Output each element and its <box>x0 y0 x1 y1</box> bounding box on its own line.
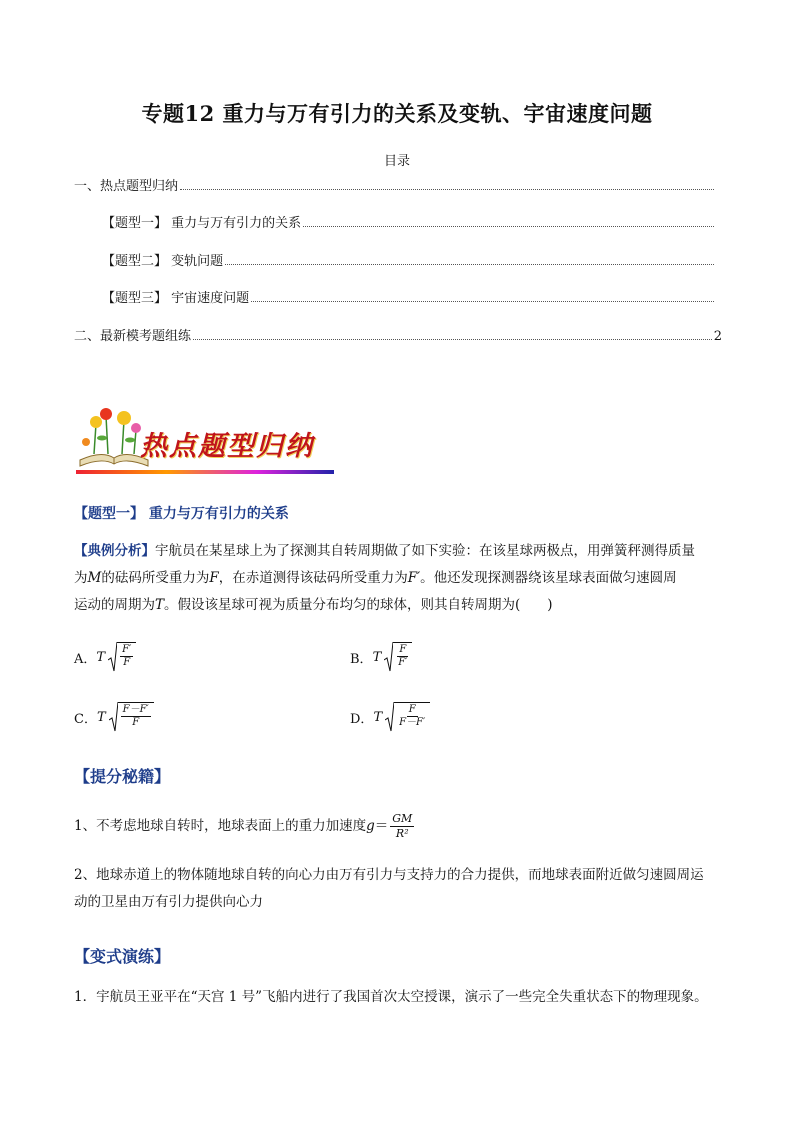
practice-item: 1．宇航员王亚平在“天宫 1 号”飞船内进行了我国首次太空授课，演示了一些完全失重状态下的物理现象。 <box>74 989 708 1005</box>
var-g: g <box>366 818 375 834</box>
var-T: T <box>373 709 383 725</box>
toc-label: 【题型一】 重力与万有引力的关系 <box>102 216 302 231</box>
var-F: F <box>209 570 219 586</box>
equals-sign: ＝ <box>374 818 389 834</box>
sqrt-expression <box>385 702 430 732</box>
option-c[interactable] <box>74 702 154 732</box>
fraction <box>117 642 136 672</box>
toc-leader <box>193 338 712 340</box>
tip-item-2 <box>74 862 734 916</box>
tip-text: 1、不考虑地球自转时，地球表面上的重力加速度 <box>74 818 367 834</box>
tip-text: 2、地球赤道上的物体随地球自转的向心力由万有引力与支持力的合力提供，而地球表面附近做匀速圆周运 <box>74 867 704 883</box>
toc-leader <box>251 300 714 302</box>
radical-sign <box>384 642 393 672</box>
var-T: T <box>96 649 106 665</box>
var-T: T <box>155 597 165 613</box>
toc-page: 2 <box>713 329 722 344</box>
sqrt-expression <box>384 642 412 672</box>
toc-row[interactable] <box>102 212 722 230</box>
banner-underline <box>76 470 334 474</box>
example-line <box>74 565 734 592</box>
numerator: F <box>399 644 407 655</box>
tip-text: 动的卫星由万有引力提供向心力 <box>74 894 263 910</box>
example-text: 。假设该星球可视为质量分布均匀的球体，则其自转周期为( ) <box>164 597 553 613</box>
denominator: F <box>123 657 131 668</box>
toc-row[interactable] <box>74 175 722 193</box>
example-text: 。他还发现探测器绕该星球表面做匀速圆周 <box>420 570 677 586</box>
toc-label: 【题型二】 变轨问题 <box>102 254 224 269</box>
toc-leader <box>225 263 714 265</box>
tips-heading: 【提分秘籍】 <box>74 767 171 786</box>
fraction <box>393 642 412 672</box>
option-b[interactable] <box>350 642 412 672</box>
denominator: R² <box>395 827 409 840</box>
toc-row[interactable] <box>102 287 722 305</box>
numerator: F′ <box>122 644 132 655</box>
option-label: A． <box>74 651 97 667</box>
fraction <box>118 702 154 732</box>
var-T: T <box>96 709 106 725</box>
practice-heading: 【变式演练】 <box>74 947 171 966</box>
sqrt-expression <box>109 702 154 732</box>
toc-label: 二、最新模考题组练 <box>74 329 192 344</box>
var-F-prime: F′ <box>407 570 421 586</box>
toc-leader <box>180 188 714 190</box>
example-tag: 【典例分析】 <box>74 543 155 559</box>
banner-title: 热点题型归纳 <box>140 431 314 462</box>
toc-heading: 目录 <box>383 154 410 169</box>
radical-sign <box>109 702 118 732</box>
fraction <box>394 702 430 732</box>
radical-sign <box>385 702 394 732</box>
option-d[interactable] <box>350 702 430 732</box>
example-text: 宇航员在某星球上为了探测其自转周期做了如下实验：在该星球两极点，用弹簧秤测得质量 <box>155 543 695 559</box>
example-text: 的砝码所受重力为 <box>101 570 210 586</box>
example-line <box>74 592 734 619</box>
option-label: B． <box>350 651 373 667</box>
denominator: F－F′ <box>399 717 426 728</box>
numerator: F <box>408 704 416 715</box>
toc-row[interactable] <box>102 250 722 268</box>
toc-leader <box>303 225 714 227</box>
var-T: T <box>372 649 382 665</box>
numerator: GM <box>392 812 413 825</box>
radical-sign <box>108 642 117 672</box>
toc-label: 一、热点题型归纳 <box>74 179 179 194</box>
sqrt-expression <box>108 642 136 672</box>
option-a[interactable] <box>74 642 136 672</box>
toc-label: 【题型三】 宇宙速度问题 <box>102 291 250 306</box>
example-line <box>74 538 734 565</box>
example-text: 为 <box>74 570 88 586</box>
example-text: 运动的周期为 <box>74 597 155 613</box>
numerator: F－F′ <box>122 704 149 715</box>
toc-row[interactable] <box>74 325 722 343</box>
fraction <box>390 812 414 841</box>
option-label: D． <box>350 711 374 727</box>
denominator: F <box>132 717 140 728</box>
var-M: M <box>87 570 102 586</box>
tip-item-1 <box>74 812 414 841</box>
option-label: C． <box>74 711 97 727</box>
section-heading: 【题型一】 重力与万有引力的关系 <box>74 506 289 522</box>
page-title: 专题12 重力与万有引力的关系及变轨、宇宙速度问题 <box>141 101 653 126</box>
denominator: F′ <box>398 657 408 668</box>
example-text: ，在赤道测得该砝码所受重力为 <box>218 570 408 586</box>
example-paragraph <box>74 538 734 619</box>
